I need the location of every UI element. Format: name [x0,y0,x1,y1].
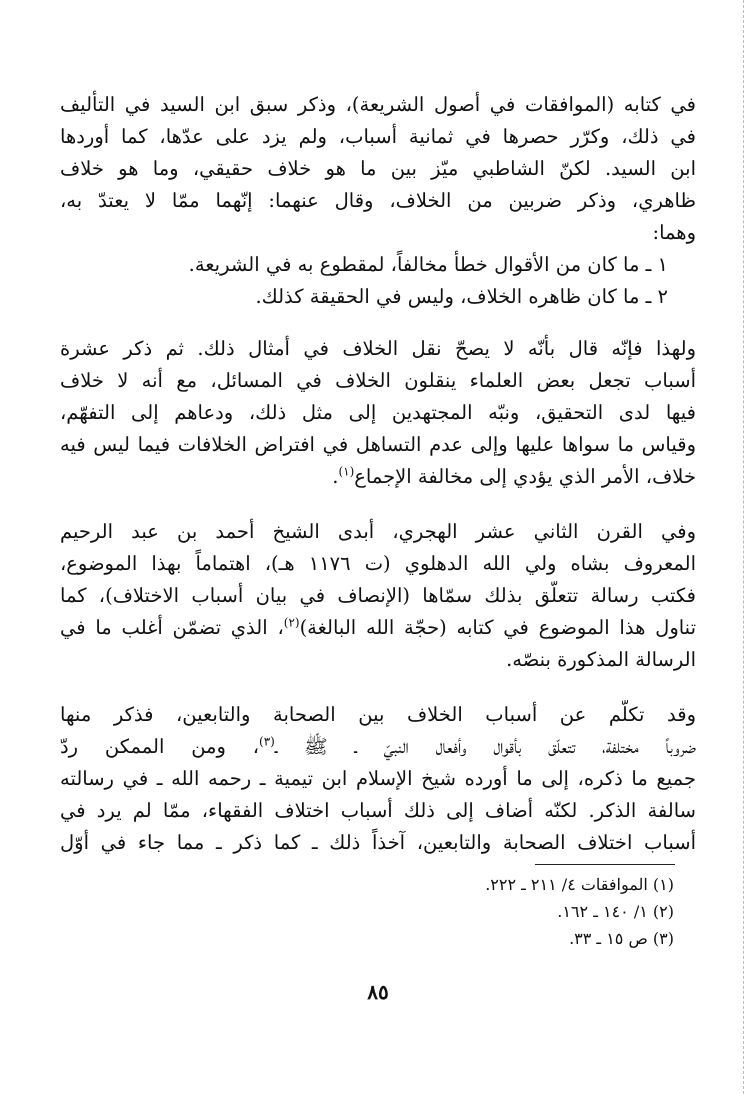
footnote: (١) الموافقات ٤/ ٢١١ ـ ٢٢٢. [485,875,674,894]
body-line: ظاهري، وذكر ضربين من الخلاف، وقال عنهما: إنّهما ممّا لا يعتدّ به، [60,189,696,212]
body-line: فيها لدى التحقيق، ونبّه المجتهدين إلى مثل ذلك، ودعاهم إلى التفهّم، [60,401,696,424]
body-text: ، ومن الممكن ردّ [60,735,260,758]
body-text: خلاف، الأمر الذي يؤدي إلى مخالفة الإجماع [354,465,696,488]
scan-edge [743,0,744,1094]
body-line [60,613,696,643]
period: . [332,465,339,488]
footnote-ref: (٣) [259,734,275,749]
footnote-ref: (١) [338,464,355,479]
body-text: ، الذي تضمّن أغلب ما في [60,616,284,639]
page-number: ٨٥ [367,980,389,1004]
body-line: ابن السيد. لكنّ الشاطبي ميّز بين ما هو خلاف حقيقي، وما هو خلاف [60,157,696,180]
body-line: أسباب اختلاف الصحابة والتابعين، آخذاً ذلك ـ كما ذكر ـ مما جاء في أوّل [60,831,696,854]
footnote: (٣) ص ١٥ ـ ٣٣. [569,929,674,948]
body-line: ولهذا فإنّه قال بأنّه لا يصحّ نقل الخلاف في أمثال ذلك. ثم ذكر عشرة [60,337,696,360]
body-text: تناول هذا الموضوع في كتابه (حجّة الله البالغة) [299,616,696,639]
body-line: أسباب تجعل بعض العلماء ينقلون الخلاف في المسائل، مع أنه لا خلاف [60,369,696,392]
body-line: الرسالة المذكورة بنصّه. [506,648,696,671]
body-line: وهما: [652,221,696,244]
body-line [60,732,696,762]
body-line: جميع ما ذكره، إلى ما أورده شيخ الإسلام ابن تيمية ـ رحمه الله ـ في رسالته [60,767,696,790]
body-text: ضروباً مختلفة، تتعلّق بأقوال وأفعال النبيّ ـ ﷺ ـ [274,735,696,758]
body-line: وقد تكلّم عن أسباب الخلاف بين الصحابة والتابعين، فذكر منها [60,703,696,726]
body-line: المعروف بشاه ولي الله الدهلوي (ت ١١٧٦ هـ)، اهتماماً بهذا الموضوع، [60,552,696,575]
footnote-ref: (٢) [283,615,300,630]
body-line [60,462,696,492]
list-item: ١ ـ ما كان من الأقوال خطأً مخالفاً، لمقطوع به في الشريعة. [188,253,668,276]
list-item: ٢ ـ ما كان ظاهره الخلاف، وليس في الحقيقة كذلك. [255,285,668,308]
body-line: في ذلك، وكرّر حصرها في ثمانية أسباب، ولم يزد على عدّها، كما أوردها [60,125,696,148]
body-line: وفي القرن الثاني عشر الهجري، أبدى الشيخ أحمد بن عبد الرحيم [60,520,696,543]
body-line: سالفة الذكر. لكنّه أضاف إلى ذلك أسباب اختلاف الفقهاء، ممّا لم يرد في [60,799,696,822]
footnote-separator [535,864,675,865]
body-line: فكتب رسالة تتعلّق بذلك سمّاها (الإنصاف في بيان أسباب الاختلاف)، كما [60,584,696,607]
body-line: في كتابه (الموافقات في أصول الشريعة)، وذكر سبق ابن السيد في التأليف [60,93,696,116]
footnote: (٢) ١/ ١٤٠ ـ ١٦٢. [557,902,674,921]
body-line: وقياس ما سواها عليها وإلى عدم التساهل في افتراض الخلافات فيما ليس فيه [60,433,696,456]
